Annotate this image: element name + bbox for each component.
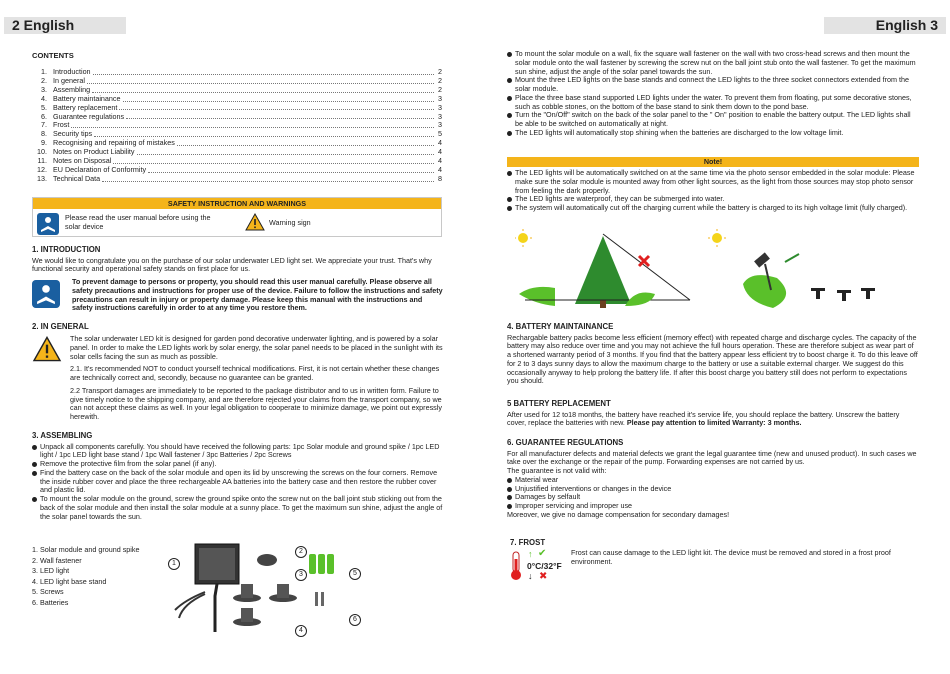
toc-page: 4 (438, 156, 442, 166)
toc-number: 5. (41, 102, 47, 112)
placement-illustration (515, 228, 915, 310)
toc-page: 4 (438, 138, 442, 148)
safety-title: SAFETY INSTRUCTION AND WARNINGS (33, 198, 441, 209)
introduction-section (32, 245, 444, 274)
cross-icon: ✖ (539, 571, 548, 582)
callout-5: 5 (349, 568, 361, 580)
toc-page: 4 (438, 164, 442, 174)
guarantee-text: For all manufacturer defects and material defects we grant the legal guarantee time (new and unused product). In such cases we take over the exchange or the repair of the pump. Forwarding expenses are not carried by us. (507, 448, 917, 467)
toc-label: Assembling (53, 84, 91, 94)
toc-page: 2 (438, 84, 442, 94)
general-p2: 2.1. It's recommended NOT to conduct yourself technical modifications. First, it is not certain whether these changes are technically correct and, secondly, because no guarantee can be granted. (70, 364, 440, 383)
thermometer-icon (509, 551, 523, 581)
parts-list (32, 546, 162, 609)
guarantee-bullet: Damages by selfault (507, 493, 919, 502)
general-text (70, 335, 444, 422)
guarantee-section (507, 438, 919, 520)
toc-page: 3 (438, 93, 442, 103)
assembling-section (32, 431, 444, 522)
part-item: 2. Wall fastener (32, 555, 82, 565)
toc-page: 8 (438, 173, 442, 183)
intro-title: 1. INTRODUCTION (32, 245, 101, 254)
toc-number: 1. (41, 67, 47, 77)
contents-title: CONTENTS (32, 51, 74, 60)
toc-number: 11. (37, 156, 47, 166)
read-manual-icon-large (32, 280, 60, 308)
toc-row (32, 68, 442, 77)
toc-label: In general (53, 76, 85, 85)
mount-bullet: Mount the three LED lights on the base stands and connect the LED lights to the three socket connectors extended from the solar module. (507, 76, 919, 94)
toc-leader (148, 172, 434, 173)
part-item: 4. LED light base stand (32, 576, 107, 586)
toc-leader (87, 83, 434, 84)
safety-box (32, 197, 442, 237)
callout-1: 1 (168, 558, 180, 570)
toc-label: Frost (53, 120, 70, 130)
toc-page: 3 (438, 102, 442, 112)
toc-leader (94, 136, 434, 137)
toc-row (32, 175, 442, 184)
intro-warning-text: To prevent damage to persons or property, you should read this user manual carefully. Please observe all safety precautions and instructions for proper use of the device. Failure to follow the instructions and safety precautions can result in injury or property damage. Please keep this manual with the instructions and safety instructions carefully in order to at any time you restore them. (72, 277, 443, 313)
toc-label: Battery maintainance (53, 93, 121, 103)
note-section (507, 157, 919, 213)
toc-leader (177, 145, 434, 146)
page-header-right: English 3 (824, 17, 946, 34)
mounting-instructions (507, 50, 919, 138)
toc-number: 10. (37, 147, 47, 157)
toc-leader (113, 163, 434, 164)
toc-row (32, 77, 442, 86)
toc-label: Notes on Product Liability (53, 147, 135, 157)
toc-leader (126, 118, 434, 119)
toc-leader (123, 101, 434, 102)
read-manual-icon (37, 213, 59, 235)
assembling-bullet: Find the battery case on the back of the solar module and open its lid by unscrewing the screws on the four corners. Remove the inside rubber cover and place the three rechargeable AA batteries into the battery case and then restore the rubber cover and plastic lid. (32, 469, 444, 495)
toc-leader (102, 181, 434, 182)
guarantee-title: 6. GUARANTEE REGULATIONS (507, 438, 624, 447)
toc-label: Battery replacement (53, 102, 118, 112)
replacement-section (507, 399, 919, 428)
mount-bullet: Turn the "On/Off" switch on the back of the solar panel to the " On" position to enable the battery output. The LED lights shall be able to be switched on automatically at night. (507, 111, 919, 129)
toc-label: Recognising and repairing of mistakes (53, 138, 175, 148)
intro-text: We would like to congratulate you on the purchase of our solar underwater LED light set. We appreciate your trust. That's why functional security and operational safety stands on first place for us. (32, 255, 432, 274)
toc-leader (119, 109, 434, 110)
toc-page: 5 (438, 129, 442, 139)
battery-title: 4. BATTERY MAINTAINANCE (507, 322, 614, 331)
guarantee-bullet: Improper servicing and improper use (507, 502, 919, 511)
assembling-bullet: Remove the protective film from the solar panel (if any). (32, 460, 444, 469)
table-of-contents (32, 68, 442, 184)
mount-bullet: To mount the solar module on a wall, fix the square wall fastener on the wall with two cross-head screws and then mount the solar module onto the wall fastener by screwing the screw nut on the ball joint stub onto the wall fastener. To get the maximum sun shine, adjust the angle of the solar panel towards the sun. (507, 50, 919, 76)
toc-number: 12. (37, 164, 47, 174)
frost-title: 7. FROST (510, 538, 546, 547)
assembling-title: 3. ASSEMBLING (32, 431, 93, 440)
toc-label: Introduction (53, 67, 91, 77)
guarantee-footer: Moreover, we give no damage compensation for secondary damages! (507, 509, 730, 519)
warning-text: Warning sign (269, 218, 311, 227)
toc-row (32, 112, 442, 121)
general-warning-icon (32, 336, 62, 362)
callout-4: 4 (295, 625, 307, 637)
replacement-body: After used for 12 to18 months, the battery have reached it's service life, you should replace the battery. Unscrew the battery cover, replace the batteries with new. (507, 409, 900, 428)
toc-number: 3. (41, 84, 47, 94)
toc-page: 4 (438, 147, 442, 157)
part-item: 6. Batteries (32, 597, 69, 607)
battery-section (507, 322, 919, 386)
toc-number: 7. (41, 120, 47, 130)
toc-page: 3 (438, 120, 442, 130)
guarantee-not-valid: The guarantee is not valid with: (507, 466, 607, 476)
toc-label: Security tips (53, 129, 93, 139)
battery-text: Rechargable battery packs become less efficient (memory effect) with repeated charge and discharge cycles. The capacity of the battery may also reduce over time and you may not achieve the full hours operation. These are therefore subject as wear part of a shortened warranty period of 3 months. If you find that the battery appear less efficient try to boost charge it. To do this leave off for 2 to 3 days sunny days to allow the maximum charge to the battery or use a suitable external charger. We suggest do this occasionally anyway to help prolong the battery life. If after this boost charge you battery still does not perform to expectations you should. (507, 332, 918, 386)
warning-icon (245, 213, 265, 233)
general-p1: The solar underwater LED kit is designed for garden pond decorative underwater lighting, and is powered by a solar panel. In order to make the LED lights work by solar energy, the solar panel needs to be placed in the sunlight with its solar cells facing the sun as much as possible. (70, 334, 443, 361)
frost-temperature: 0°C/32°F (527, 561, 562, 571)
mount-bullet: Place the three base stand supported LED lights under the water. To prevent them from floating, put some decorative stones, such as cobble stones, on the bottom of the base stand to sink them down to the pond base. (507, 94, 919, 112)
check-icon: ✔ (538, 548, 547, 559)
replacement-text (507, 411, 919, 429)
toc-page: 2 (438, 76, 442, 85)
general-p3: 2.2 Transport damages are immediately to be reported to the package distributor and to us in written form. Failure to give timely notice to the shipping company, and are therefore rejected your claims from the transport company, so we can not accept these claims as well. In your legal obligation to cooperate to minimize damage, we point out expressly herewith. (70, 385, 442, 422)
part-item: 3. LED light (32, 566, 70, 575)
toc-number: 8. (41, 129, 47, 139)
note-bullet: The LED lights are waterproof, they can be submerged into water. (507, 195, 919, 204)
toc-page: 3 (438, 111, 442, 121)
toc-leader (71, 127, 434, 128)
toc-leader (137, 154, 434, 155)
toc-label: EU Declaration of Conformity (53, 164, 147, 174)
assembling-bullet: Unpack all components carefully. You should have received the following parts: 1pc Solar module and ground spike / 1pc LED light / 1pc LED light base stand / 1pc Wall fastener / 3pc Batteries / 2pc Screws (32, 443, 444, 461)
page-header-left: 2 English (4, 17, 126, 34)
toc-label: Guarantee regulations (53, 111, 125, 121)
callout-2: 2 (295, 546, 307, 558)
note-bullet: The LED lights will be automatically switched on at the same time via the photo sensor embedded in the solar module: Please make sure the solar module is mounted away from other light sources, as the light from those sources may stop photo sensor from feeling the dark properly. (507, 169, 919, 195)
toc-number: 6. (41, 111, 47, 121)
frost-text: Frost can cause damage to the LED light kit. The device must be removed and stored in a frost proof environment. (571, 548, 891, 566)
general-section (32, 322, 444, 334)
parts-illustration (165, 540, 375, 640)
guarantee-bullet: Unjustified interventions or changes in the device (507, 485, 919, 494)
guarantee-bullet: Material wear (507, 476, 919, 485)
assembling-bullet: To mount the solar module on the ground, screw the ground spike onto the screw nut on the ball joint stub sticking out from the back of the solar module and then install the solar module at a sunny place. To get the maximum sun shine, adjust the angle of the solar panel towards the sun. (32, 495, 444, 521)
general-title: 2. IN GENERAL (32, 322, 89, 331)
toc-page: 2 (438, 67, 442, 77)
toc-label: Notes on Disposal (53, 156, 112, 166)
callout-3: 3 (295, 569, 307, 581)
note-title: Note! (507, 157, 919, 167)
warranty-note: Please pay attention to limited Warranty: 3 months. (626, 418, 802, 428)
right-page (475, 0, 950, 674)
note-bullet: The system will automatically cut off the charging current while the battery is charged to its high voltage limit (fully charged). (507, 204, 919, 213)
replacement-title: 5 BATTERY REPLACEMENT (507, 399, 611, 408)
part-item: 1. Solar module and ground spike (32, 545, 140, 554)
toc-label: Technical Data (53, 173, 101, 183)
down-arrow-icon: ↓ (528, 571, 533, 581)
mount-bullet: The LED lights will automatically stop shining when the batteries are discharged to the low voltage limit. (507, 129, 919, 138)
up-arrow-icon: ↑ (528, 549, 533, 559)
toc-number: 9. (41, 138, 47, 148)
safety-manual-text: Please read the user manual before using the solar device (65, 213, 211, 231)
callout-6: 6 (349, 614, 361, 626)
toc-number: 13. (37, 173, 47, 183)
toc-row (32, 121, 442, 130)
toc-number: 2. (41, 76, 47, 85)
toc-leader (93, 74, 434, 75)
part-item: 5. Screws (32, 587, 64, 596)
toc-number: 4. (41, 93, 47, 103)
toc-leader (92, 92, 434, 93)
